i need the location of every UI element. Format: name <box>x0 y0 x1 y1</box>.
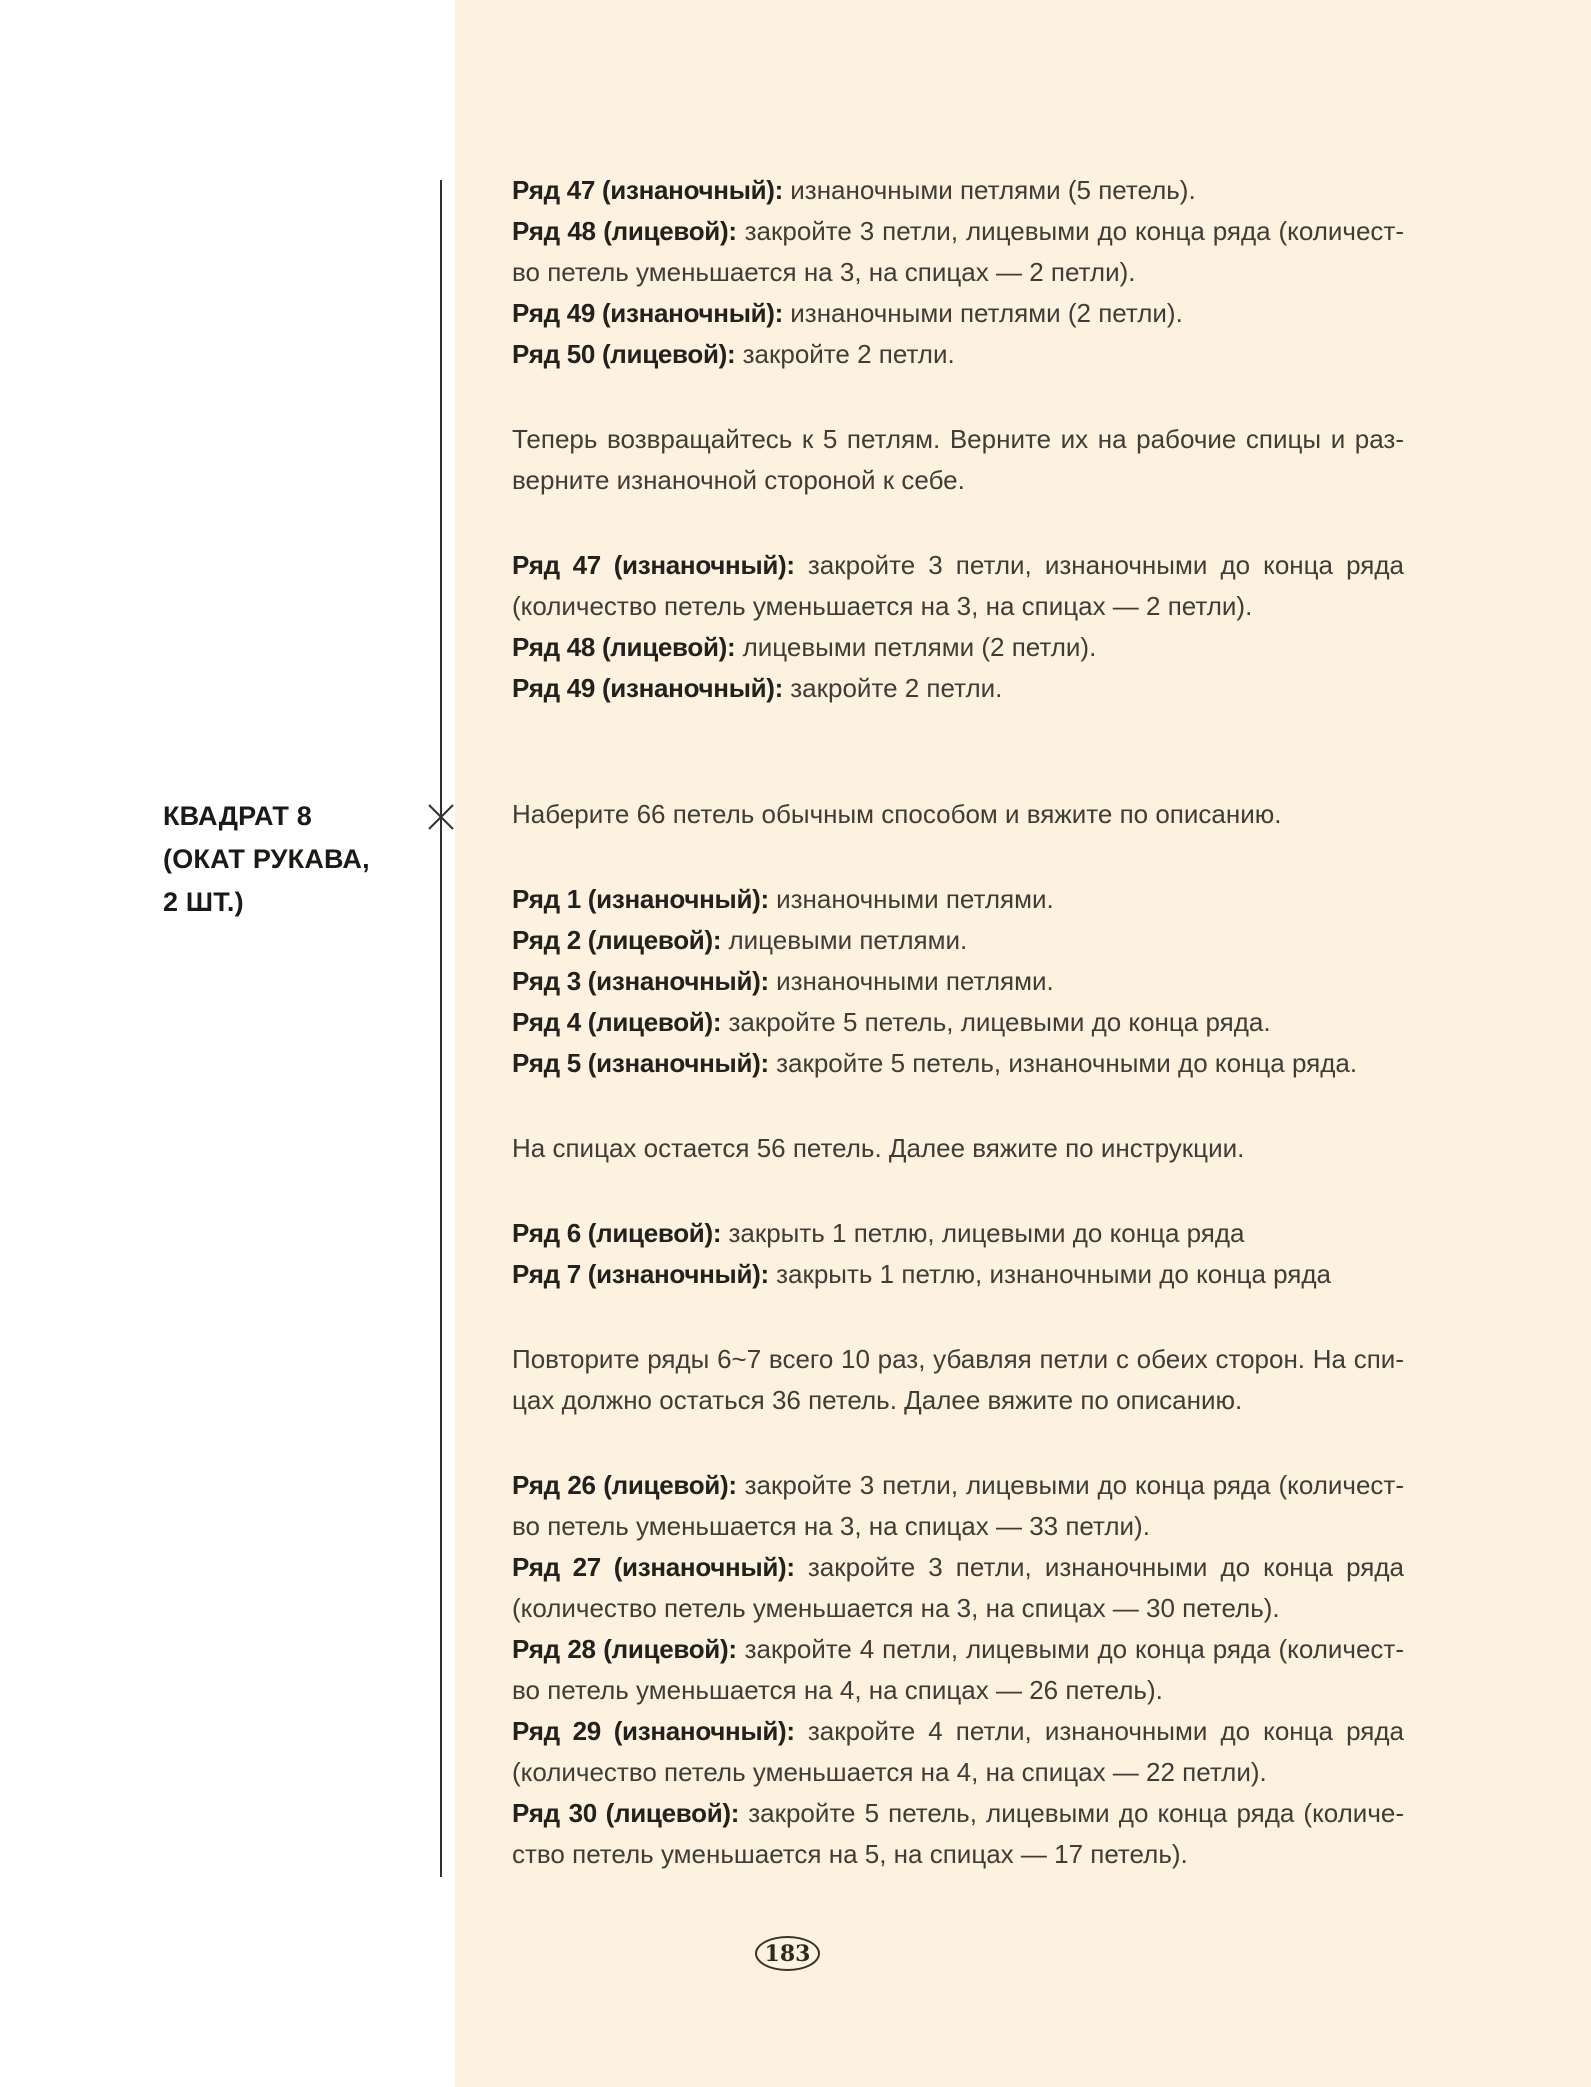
text-area <box>455 0 1591 2087</box>
row-text: (количество петель уменьшается на 4, на спицах — 22 петли). <box>512 1757 1267 1787</box>
row-instruction <box>512 1711 1404 1752</box>
row-text: ство петель уменьшается на 5, на спицах — 17 петель). <box>512 1839 1188 1869</box>
row-instruction <box>512 1629 1404 1670</box>
section-heading <box>163 795 433 924</box>
row-text: закройте 2 петли. <box>790 673 1003 703</box>
row-text: закройте 4 петли, изнаночными до конца ряда <box>807 1716 1404 1746</box>
row-label: Ряд 5 (изнаночный): <box>512 1048 769 1078</box>
row-instruction <box>512 1254 1404 1295</box>
paragraph <box>512 1128 1404 1169</box>
row-instruction <box>512 293 1404 334</box>
section-heading-line: 2 ШТ.) <box>163 887 244 917</box>
row-instruction <box>512 627 1404 668</box>
row-text: закройте 3 петли, изнаночными до конца ряда <box>807 1552 1404 1582</box>
row-label: Ряд 49 (изнаночный): <box>512 673 784 703</box>
row-text: закройте 4 петли, лицевыми до конца ряда (количест- <box>744 1634 1404 1664</box>
row-text: во петель уменьшается на 4, на спицах — 26 петель). <box>512 1675 1163 1705</box>
row-instruction <box>512 586 1404 627</box>
row-instruction <box>512 1752 1404 1793</box>
row-label: Ряд 7 (изнаночный): <box>512 1259 769 1289</box>
text-line <box>512 794 1404 835</box>
row-instruction <box>512 1834 1404 1875</box>
row-text: верните изнаночной стороной к себе. <box>512 465 965 495</box>
vertical-rule <box>440 180 442 1877</box>
row-label: Ряд 47 (изнаночный): <box>512 175 784 205</box>
row-label: Ряд 6 (лицевой): <box>512 1218 722 1248</box>
row-instruction <box>512 1213 1404 1254</box>
row-text: (количество петель уменьшается на 3, на спицах — 2 петли). <box>512 591 1253 621</box>
row-text: во петель уменьшается на 3, на спицах — 33 петли). <box>512 1511 1150 1541</box>
row-instruction <box>512 1002 1404 1043</box>
section-heading-line: КВАДРАТ 8 <box>163 801 312 831</box>
row-text: закройте 5 петель, изнаночными до конца ряда. <box>776 1048 1358 1078</box>
row-text: лицевыми петлями (2 петли). <box>742 632 1097 662</box>
row-label: Ряд 1 (изнаночный): <box>512 884 769 914</box>
row-text: изнаночными петлями. <box>776 884 1054 914</box>
row-text: закрыть 1 петлю, изнаночными до конца ряда <box>776 1259 1332 1289</box>
row-label: Ряд 3 (изнаночный): <box>512 966 769 996</box>
row-instruction <box>512 545 1404 586</box>
text-line <box>512 1380 1404 1421</box>
row-label: Ряд 47 (изнаночный): <box>512 550 795 580</box>
row-text: закройте 3 петли, изнаночными до конца ряда <box>807 550 1404 580</box>
row-label: Ряд 49 (изнаночный): <box>512 298 784 328</box>
paragraph <box>512 419 1404 501</box>
paragraph <box>512 1339 1404 1421</box>
row-instruction <box>512 211 1404 252</box>
row-text: Повторите ряды 6~7 всего 10 раз, убавляя петли с обеих сторон. На спи- <box>512 1344 1404 1374</box>
row-instruction <box>512 170 1404 211</box>
row-instruction <box>512 1506 1404 1547</box>
row-label: Ряд 27 (изнаночный): <box>512 1552 795 1582</box>
page-number: 183 <box>764 1940 811 1967</box>
paragraph <box>512 879 1404 1084</box>
row-label: Ряд 2 (лицевой): <box>512 925 722 955</box>
text-line <box>512 1339 1404 1380</box>
paragraph <box>512 170 1404 375</box>
row-text: На спицах остается 56 петель. Далее вяжите по инструкции. <box>512 1133 1245 1163</box>
instruction-text-column <box>512 0 1404 1875</box>
row-instruction <box>512 961 1404 1002</box>
row-label: Ряд 30 (лицевой): <box>512 1798 740 1828</box>
paragraph <box>512 545 1404 709</box>
row-instruction <box>512 334 1404 375</box>
row-text: закрыть 1 петлю, лицевыми до конца ряда <box>728 1218 1245 1248</box>
row-label: Ряд 48 (лицевой): <box>512 632 736 662</box>
section-heading-line: (ОКАТ РУКАВА, <box>163 844 370 874</box>
row-text: лицевыми петлями. <box>728 925 968 955</box>
row-label: Ряд 48 (лицевой): <box>512 216 737 246</box>
row-instruction <box>512 1588 1404 1629</box>
row-instruction <box>512 1793 1404 1834</box>
row-text: закройте 3 петли, лицевыми до конца ряда (количест- <box>744 1470 1404 1500</box>
row-text: закройте 5 петель, лицевыми до конца ряда (количе- <box>748 1798 1404 1828</box>
row-instruction <box>512 920 1404 961</box>
paragraph <box>512 1213 1404 1295</box>
paragraph <box>512 794 1404 835</box>
row-text: закройте 5 петель, лицевыми до конца ряда. <box>728 1007 1271 1037</box>
row-text: изнаночными петлями (2 петли). <box>790 298 1183 328</box>
row-instruction <box>512 252 1404 293</box>
row-text: изнаночными петлями. <box>776 966 1054 996</box>
row-text: во петель уменьшается на 3, на спицах — 2 петли). <box>512 257 1136 287</box>
paragraph <box>512 1465 1404 1875</box>
row-text: закройте 2 петли. <box>742 339 955 369</box>
row-instruction <box>512 879 1404 920</box>
row-instruction <box>512 1547 1404 1588</box>
row-instruction <box>512 1670 1404 1711</box>
row-instruction <box>512 1043 1404 1084</box>
row-label: Ряд 28 (лицевой): <box>512 1634 737 1664</box>
row-label: Ряд 29 (изнаночный): <box>512 1716 795 1746</box>
row-instruction <box>512 668 1404 709</box>
row-instruction <box>512 1465 1404 1506</box>
row-text: Теперь возвращайтесь к 5 петлям. Верните их на рабочие спицы и раз- <box>512 424 1404 454</box>
row-text: цах должно остаться 36 петель. Далее вяжите по описанию. <box>512 1385 1243 1415</box>
row-label: Ряд 4 (лицевой): <box>512 1007 722 1037</box>
text-line <box>512 460 1404 501</box>
row-text: (количество петель уменьшается на 3, на спицах — 30 петель). <box>512 1593 1280 1623</box>
row-text: изнаночными петлями (5 петель). <box>790 175 1196 205</box>
page-number-badge <box>755 1936 820 1971</box>
text-line <box>512 419 1404 460</box>
row-label: Ряд 26 (лицевой): <box>512 1470 737 1500</box>
row-text: Наберите 66 петель обычным способом и вяжите по описанию. <box>512 799 1282 829</box>
text-line <box>512 1128 1404 1169</box>
row-text: закройте 3 петли, лицевыми до конца ряда (количест- <box>744 216 1404 246</box>
row-label: Ряд 50 (лицевой): <box>512 339 736 369</box>
